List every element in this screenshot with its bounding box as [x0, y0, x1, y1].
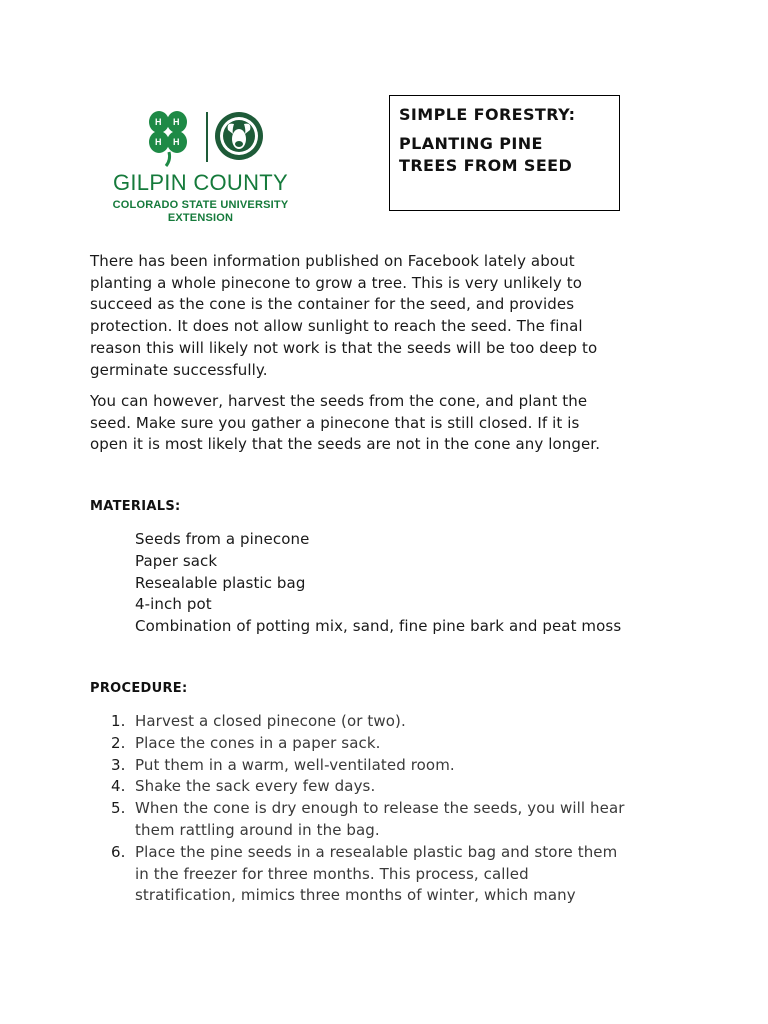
county-name: GILPIN COUNTY: [112, 170, 289, 195]
extension-label: EXTENSION: [167, 212, 234, 224]
intro-paragraph-1: [90, 251, 690, 381]
university-name: COLORADO STATE UNIVERSITY: [112, 199, 289, 211]
text-line: germinate successfully.: [90, 360, 268, 379]
list-item: Resealable plastic bag: [135, 573, 306, 592]
step-number: 4.: [111, 777, 126, 796]
step-text: When the cone is dry enough to release the seeds, you will hear: [135, 799, 625, 818]
text-line: There has been information published on Facebook lately about: [90, 252, 575, 270]
title-line-3: TREES FROM SEED: [399, 156, 573, 175]
step-number: 3.: [111, 755, 126, 774]
procedure-step: [90, 711, 710, 733]
gilpin-county-extension-logo: [108, 108, 298, 228]
materials-list: [135, 529, 621, 638]
step-number: 6.: [111, 842, 126, 861]
list-item: 4-inch pot: [135, 595, 212, 614]
title-line-2: PLANTING PINE: [399, 134, 543, 153]
procedure-step: [90, 755, 710, 777]
procedure-step: [90, 733, 710, 755]
step-text: them rattling around in the bag.: [135, 820, 380, 839]
logo-divider: [206, 112, 208, 162]
text-line: protection. It does not allow sunlight to reach the seed. The final: [90, 317, 583, 336]
intro-paragraph-2: [90, 391, 690, 456]
csu-ram-seal-icon: [215, 112, 263, 160]
text-line: succeed as the cone is the container for the seed, and provides: [90, 295, 575, 314]
step-number: 1.: [111, 712, 126, 730]
procedure-step: [90, 842, 710, 907]
list-item: Combination of potting mix, sand, fine pine bark and peat moss: [135, 617, 622, 636]
text-line: seed. Make sure you gather a pinecone that is still closed. If it is: [90, 413, 580, 432]
step-text: in the freezer for three months. This process, called: [135, 864, 529, 883]
four-h-clover-icon: [149, 111, 187, 166]
svg-text:H: H: [155, 137, 162, 147]
svg-text:H: H: [155, 117, 162, 127]
step-number: 5.: [111, 799, 126, 818]
list-item: Seeds from a pinecone: [135, 530, 310, 548]
svg-text:H: H: [173, 137, 180, 147]
svg-text:H: H: [173, 117, 180, 127]
step-text: Place the cones in a paper sack.: [135, 733, 381, 752]
procedure-heading: PROCEDURE:: [90, 681, 188, 696]
step-text: Put them in a warm, well-ventilated room.: [135, 755, 455, 774]
step-text: stratification, mimics three months of winter, which many: [135, 886, 576, 905]
text-line: You can however, harvest the seeds from the cone, and plant the: [90, 392, 588, 410]
text-line: planting a whole pinecone to grow a tree. This is very unlikely to: [90, 273, 583, 292]
procedure-list: [90, 711, 710, 907]
document-title-box: [389, 95, 620, 211]
procedure-step: [90, 798, 710, 842]
logo-graphics: [136, 108, 270, 168]
step-text: Shake the sack every few days.: [135, 777, 376, 796]
list-item: Paper sack: [135, 551, 218, 570]
step-text: Harvest a closed pinecone (or two).: [135, 712, 406, 730]
title-line-1: SIMPLE FORESTRY:: [399, 105, 576, 124]
text-line: open it is most likely that the seeds are not in the cone any longer.: [90, 435, 601, 454]
step-text: Place the pine seeds in a resealable plastic bag and store them: [135, 842, 618, 861]
text-line: reason this will likely not work is that the seeds will be too deep to: [90, 338, 598, 357]
step-number: 2.: [111, 733, 126, 752]
materials-heading: MATERIALS:: [90, 499, 181, 514]
procedure-step: [90, 776, 710, 798]
